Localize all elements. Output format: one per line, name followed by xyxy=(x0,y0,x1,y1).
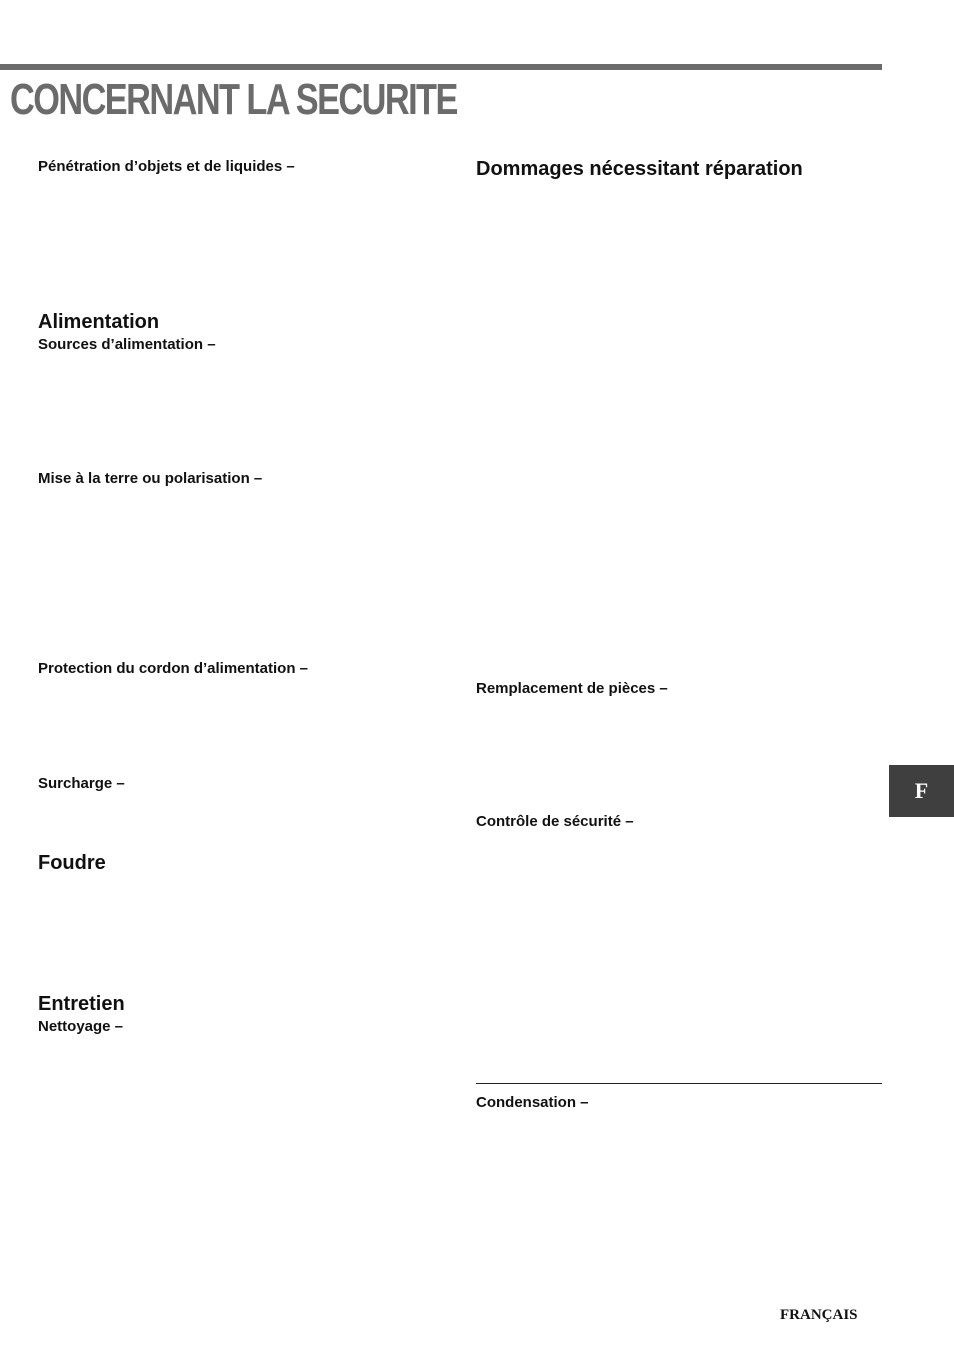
heading-controle-securite: Contrôle de sécurité – xyxy=(476,813,634,830)
heading-penetration-objets-liquides: Pénétration d’objets et de liquides – xyxy=(38,158,295,175)
heading-nettoyage: Nettoyage – xyxy=(38,1018,124,1035)
section-divider xyxy=(476,1083,882,1084)
section-heading-dommages-reparation: Dommages nécessitant réparation xyxy=(476,158,803,180)
footer-language: FRANÇAIS xyxy=(780,1307,858,1323)
heading-condensation: Condensation – xyxy=(476,1094,589,1111)
page-title: CONCERNANT LA SECURITE xyxy=(10,75,457,124)
section-heading-foudre: Foudre xyxy=(38,852,106,874)
section-heading-alimentation: Alimentation xyxy=(38,311,160,333)
heading-sources-alimentation: Sources d’alimentation – xyxy=(38,336,216,353)
heading-remplacement-pieces: Remplacement de pièces – xyxy=(476,680,668,697)
heading-mise-a-la-terre: Mise à la terre ou polarisation – xyxy=(38,470,263,487)
language-tab xyxy=(889,765,954,817)
heading-protection-cordon: Protection du cordon d’alimentation – xyxy=(38,660,309,677)
section-heading-entretien: Entretien xyxy=(38,993,125,1015)
heading-surcharge: Surcharge – xyxy=(38,775,125,792)
language-tab-label: F xyxy=(914,778,929,803)
top-rule xyxy=(0,64,882,70)
